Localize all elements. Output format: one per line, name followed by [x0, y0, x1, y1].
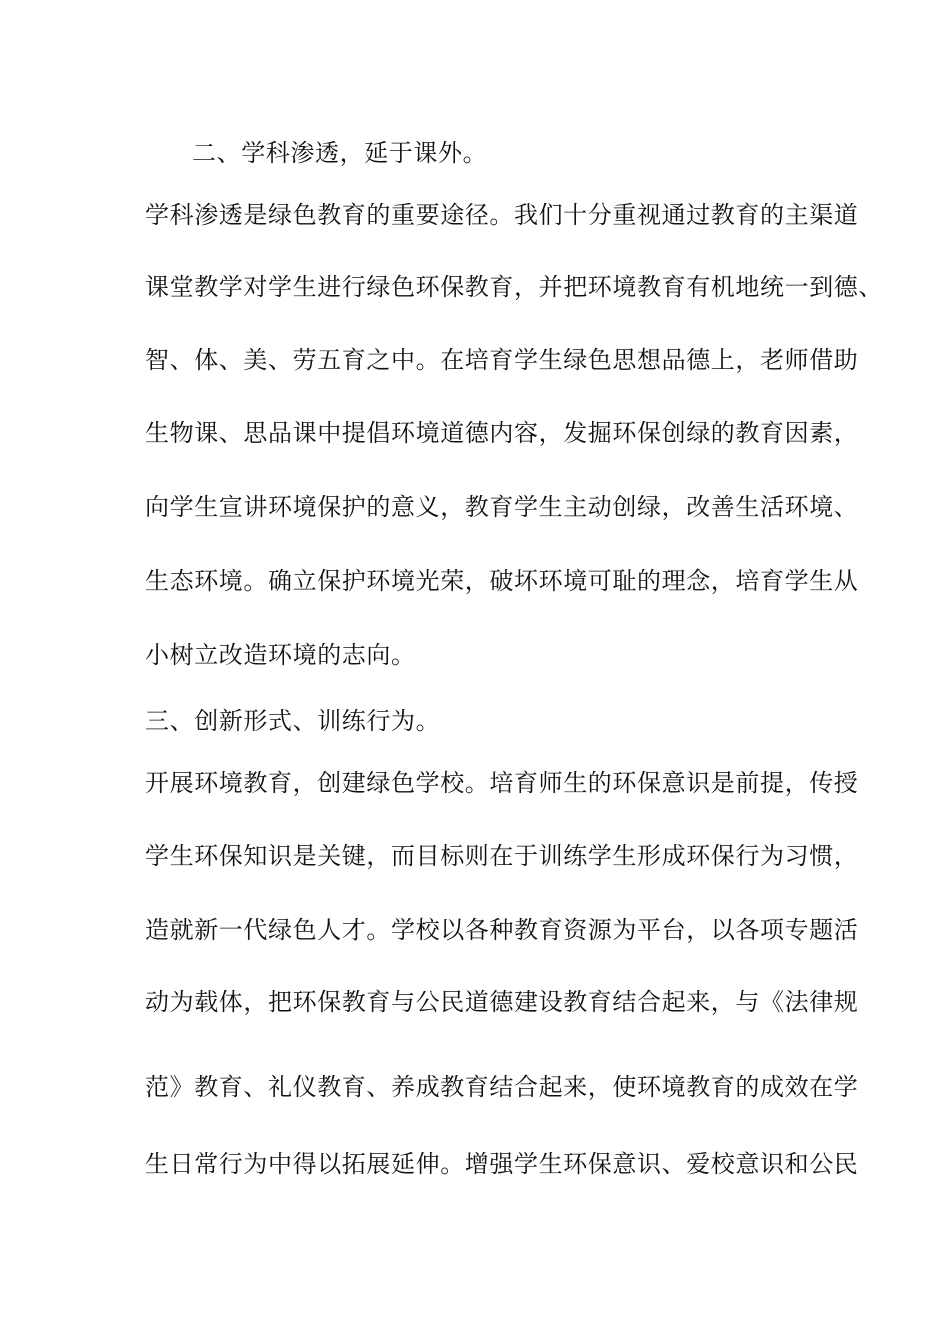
section-2-heading: 二、学科渗透，延于课外。: [192, 139, 488, 167]
paragraph-line: 生物课、思品课中提倡环境道德内容，发掘环保创绿的教育因素，: [145, 419, 859, 447]
paragraph-line: 范》教育、礼仪教育、养成教育结合起来，使环境教育的成效在学: [145, 1073, 859, 1101]
paragraph-line: 学科渗透是绿色教育的重要途径。我们十分重视通过教育的主渠道: [145, 201, 859, 229]
section-3-heading: 三、创新形式、训练行为。: [145, 707, 441, 735]
paragraph-line: 向学生宣讲环境保护的意义，教育学生主动创绿，改善生活环境、: [145, 493, 859, 521]
paragraph-line: 小树立改造环境的志向。: [145, 641, 416, 669]
paragraph-line: 智、体、美、劳五育之中。在培育学生绿色思想品德上，老师借助: [145, 346, 859, 374]
paragraph-line: 生态环境。确立保护环境光荣，破坏环境可耻的理念，培育学生从: [145, 567, 859, 595]
paragraph-line: 造就新一代绿色人才。学校以各种教育资源为平台，以各项专题活: [145, 916, 859, 944]
paragraph-line: 开展环境教育，创建绿色学校。培育师生的环保意识是前提，传授: [145, 769, 859, 797]
paragraph-line: 动为载体，把环保教育与公民道德建设教育结合起来，与《法律规: [145, 988, 859, 1016]
paragraph-line: 生日常行为中得以拓展延伸。增强学生环保意识、爱校意识和公民: [145, 1150, 859, 1178]
paragraph-line: 课堂教学对学生进行绿色环保教育，并把环境教育有机地统一到德、: [145, 273, 883, 301]
paragraph-line: 学生环保知识是关键，而目标则在于训练学生形成环保行为习惯，: [145, 842, 859, 870]
